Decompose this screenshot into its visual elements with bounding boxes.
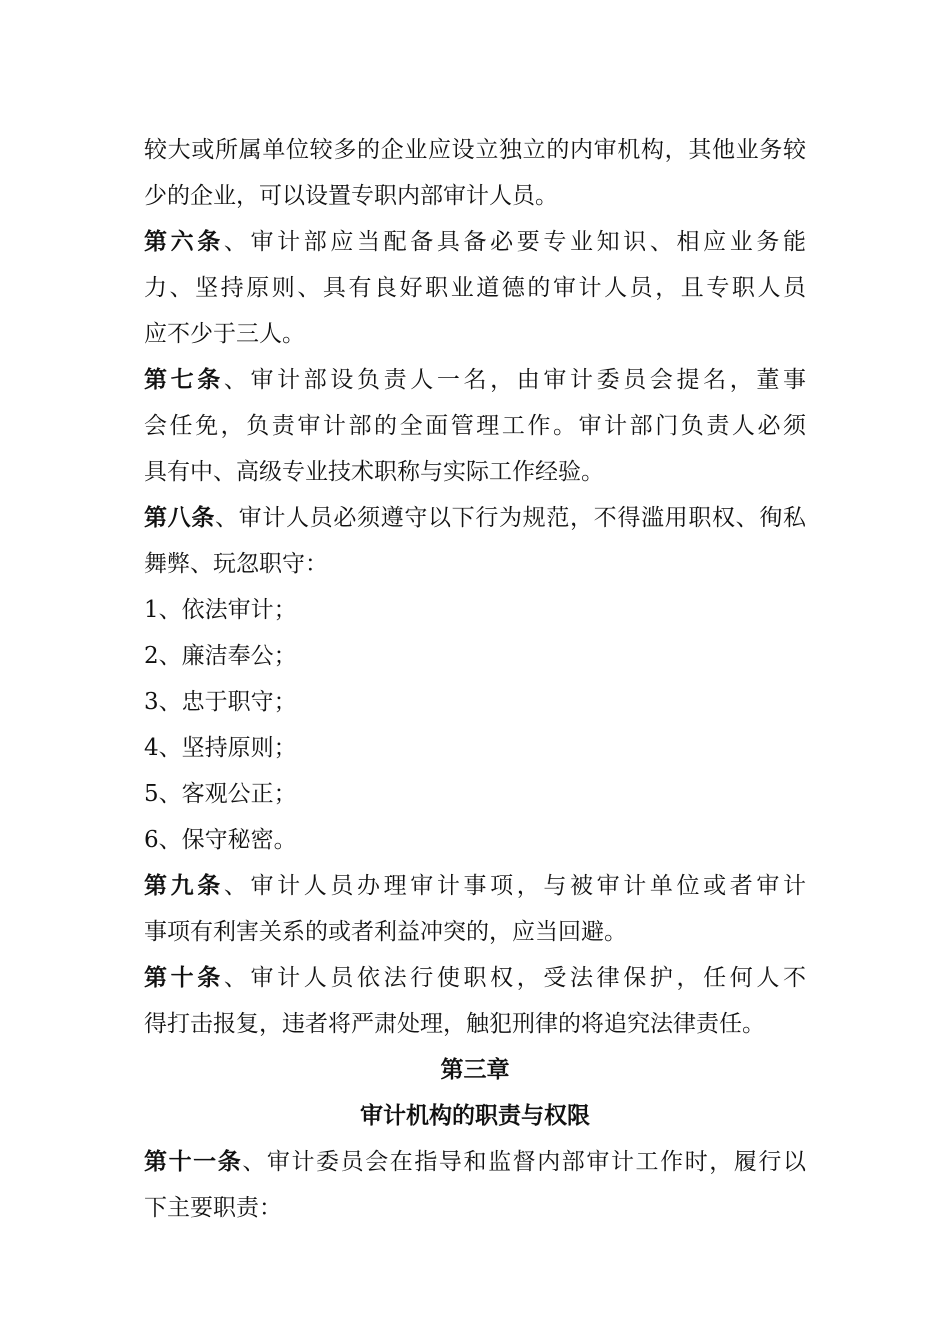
article-7-text: 、审计部设负责人一名，由审计委员会提名，董事 <box>223 367 806 393</box>
article-9-label: 第九条 <box>144 873 224 899</box>
article-6-label: 第六条 <box>144 229 224 255</box>
article-8-line-1 <box>144 495 806 541</box>
intro-line-1: 较大或所属单位较多的企业应设立独立的内审机构，其他业务较 <box>144 137 806 163</box>
article-6-line-3: 应不少于三人。 <box>144 321 305 347</box>
article-10-text: 、审计人员依法行使职权，受法律保护，任何人不 <box>223 965 806 991</box>
article-6-line-1 <box>144 219 806 265</box>
article-11-line-2: 下主要职责： <box>144 1195 282 1221</box>
article-11-line-1 <box>144 1139 806 1185</box>
article-6-text: 、审计部应当配备具备必要专业知识、相应业务能 <box>223 229 806 255</box>
document-body <box>144 127 806 1231</box>
article-9-line-2: 事项有利害关系的或者利益冲突的，应当回避。 <box>144 919 627 945</box>
article-10-line-2: 得打击报复，违者将严肃处理，触犯刑律的将追究法律责任。 <box>144 1011 765 1037</box>
article-7-line-1 <box>144 357 806 403</box>
article-9-text: 、审计人员办理审计事项，与被审计单位或者审计 <box>223 873 806 899</box>
list-item: 4、坚持原则； <box>144 735 297 761</box>
article-7-line-2: 会任免，负责审计部的全面管理工作。审计部门负责人必须 <box>144 413 806 439</box>
article-11-text: 、审计委员会在指导和监督内部审计工作时，履行以 <box>242 1149 806 1175</box>
list-item: 1、依法审计； <box>144 597 297 623</box>
list-item: 3、忠于职守； <box>144 689 297 715</box>
intro-line-2: 少的企业，可以设置专职内部审计人员。 <box>144 183 558 209</box>
article-10-line-1 <box>144 955 806 1001</box>
article-11-label: 第十一条 <box>144 1149 243 1175</box>
list-item: 5、客观公正； <box>144 781 297 807</box>
chapter-title: 审计机构的职责与权限 <box>360 1103 590 1129</box>
article-8-label: 第八条 <box>144 505 215 531</box>
article-6-line-2: 力、坚持原则、具有良好职业道德的审计人员，且专职人员 <box>144 275 806 301</box>
article-8-line-2: 舞弊、玩忽职守： <box>144 551 328 577</box>
article-9-line-1 <box>144 863 806 909</box>
list-item: 2、廉洁奉公； <box>144 643 297 669</box>
article-10-label: 第十条 <box>144 965 224 991</box>
article-7-line-3: 具有中、高级专业技术职称与实际工作经验。 <box>144 459 604 485</box>
chapter-number: 第三章 <box>440 1057 510 1083</box>
article-8-text: 、审计人员必须遵守以下行为规范，不得滥用职权、徇私 <box>215 505 806 531</box>
list-item: 6、保守秘密。 <box>144 827 297 853</box>
article-7-label: 第七条 <box>144 367 224 393</box>
